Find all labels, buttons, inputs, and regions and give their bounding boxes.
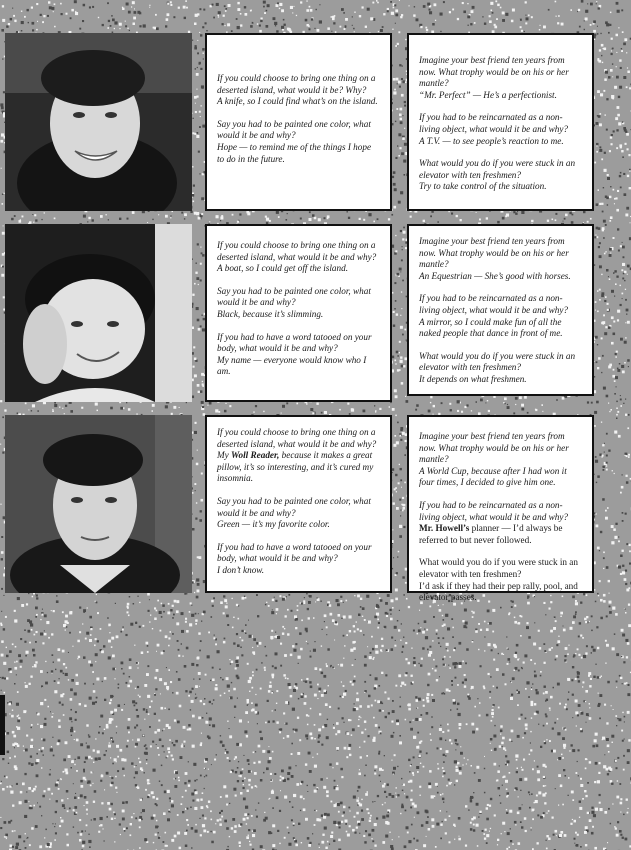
student-photo-1 bbox=[5, 33, 192, 211]
question: If you had to be reincarnated as a non-living object, what would it be and why? bbox=[419, 112, 569, 134]
answer: Hope — to remind me of the things I hope to do in the future. bbox=[217, 141, 372, 164]
answer: An Equestrian — She’s good with horses. bbox=[419, 270, 571, 281]
question: Imagine your best friend ten years from now. What trophy would be on his or her mantle? bbox=[419, 236, 569, 270]
answer: My Woll Reader, because it makes a great pillow, it’s so interesting, and it’s cured my insomnia. bbox=[217, 450, 374, 484]
question: If you could choose to bring one thing on a deserted island, what would it be and why? bbox=[217, 240, 377, 262]
questionnaire-box-right-2 bbox=[407, 224, 594, 396]
question: Imagine your best friend ten years from now. What trophy would be on his or her mantle? bbox=[419, 431, 569, 465]
question: If you could choose to bring one thing on a deserted island, what would it be? Why? bbox=[217, 73, 376, 95]
question: If you could choose to bring one thing on a deserted island, what would it be and why? bbox=[217, 427, 377, 449]
answer: A knife, so I could find what’s on the island. bbox=[217, 96, 378, 107]
answer: A World Cup, because after I had won it four times, I decided to give him one. bbox=[419, 465, 567, 488]
answer: Black, because it’s slimming. bbox=[217, 308, 324, 319]
answer: A boat, so I could get off the island. bbox=[217, 263, 348, 274]
binding-edge bbox=[0, 695, 5, 755]
question: Say you had to be painted one color, what would it be and why? bbox=[217, 495, 371, 518]
questionnaire-box-left-2 bbox=[205, 224, 392, 402]
question: If you had to be reincarnated as a non-living object, what would it be and why? bbox=[419, 499, 569, 522]
question: If you had to be reincarnated as a non-living object, what would it be and why? bbox=[419, 293, 569, 315]
answer: Try to take control of the situation. bbox=[419, 181, 547, 192]
questionnaire-box-right-1 bbox=[407, 33, 594, 211]
answer: “Mr. Perfect” — He’s a perfectionist. bbox=[419, 89, 557, 100]
question: What would you do if you were stuck in an elevator with ten freshmen? bbox=[419, 557, 578, 579]
answer: My name — everyone would know who I am. bbox=[217, 354, 367, 377]
book-title: Woll Reader, bbox=[231, 450, 280, 461]
questionnaire-box-right-3 bbox=[407, 415, 594, 603]
answer: It depends on what freshmen. bbox=[419, 373, 527, 384]
student-photo-2 bbox=[5, 224, 192, 402]
question: Imagine your best friend ten years from now. What trophy would be on his or her mantle? bbox=[419, 55, 569, 89]
answer: A mirror, so I could make fun of all the naked people that dance in front of me. bbox=[419, 316, 563, 339]
questionnaire-box-left-3 bbox=[205, 415, 392, 593]
answer: I don’t know. bbox=[217, 564, 265, 575]
question: If you had to have a word tatooed on your body, what would it be and why? bbox=[217, 331, 372, 354]
question: What would you do if you were stuck in an elevator with ten freshmen? bbox=[419, 158, 576, 180]
answer: I’d ask if they had their pep rally, pool, and elevator passes. bbox=[419, 580, 578, 603]
teacher-name: Mr. Howell’s bbox=[419, 523, 470, 534]
answer: Green — it’s my favorite color. bbox=[217, 519, 330, 530]
answer: A T.V. — to see people’s reaction to me. bbox=[419, 135, 564, 146]
answer: Mr. Howell’s planner — I’d always be referred to but never followed. bbox=[419, 523, 563, 545]
student-photo-3 bbox=[5, 415, 192, 593]
question: Say you had to be painted one color, what would it be and why? bbox=[217, 285, 371, 308]
questionnaire-box-left-1 bbox=[205, 33, 392, 211]
question: Say you had to be painted one color, what would it be and why? bbox=[217, 118, 371, 141]
question: What would you do if you were stuck in an elevator with ten freshmen? bbox=[419, 350, 576, 373]
question: If you had to have a word tatooed on your body, what would it be and why? bbox=[217, 541, 372, 564]
